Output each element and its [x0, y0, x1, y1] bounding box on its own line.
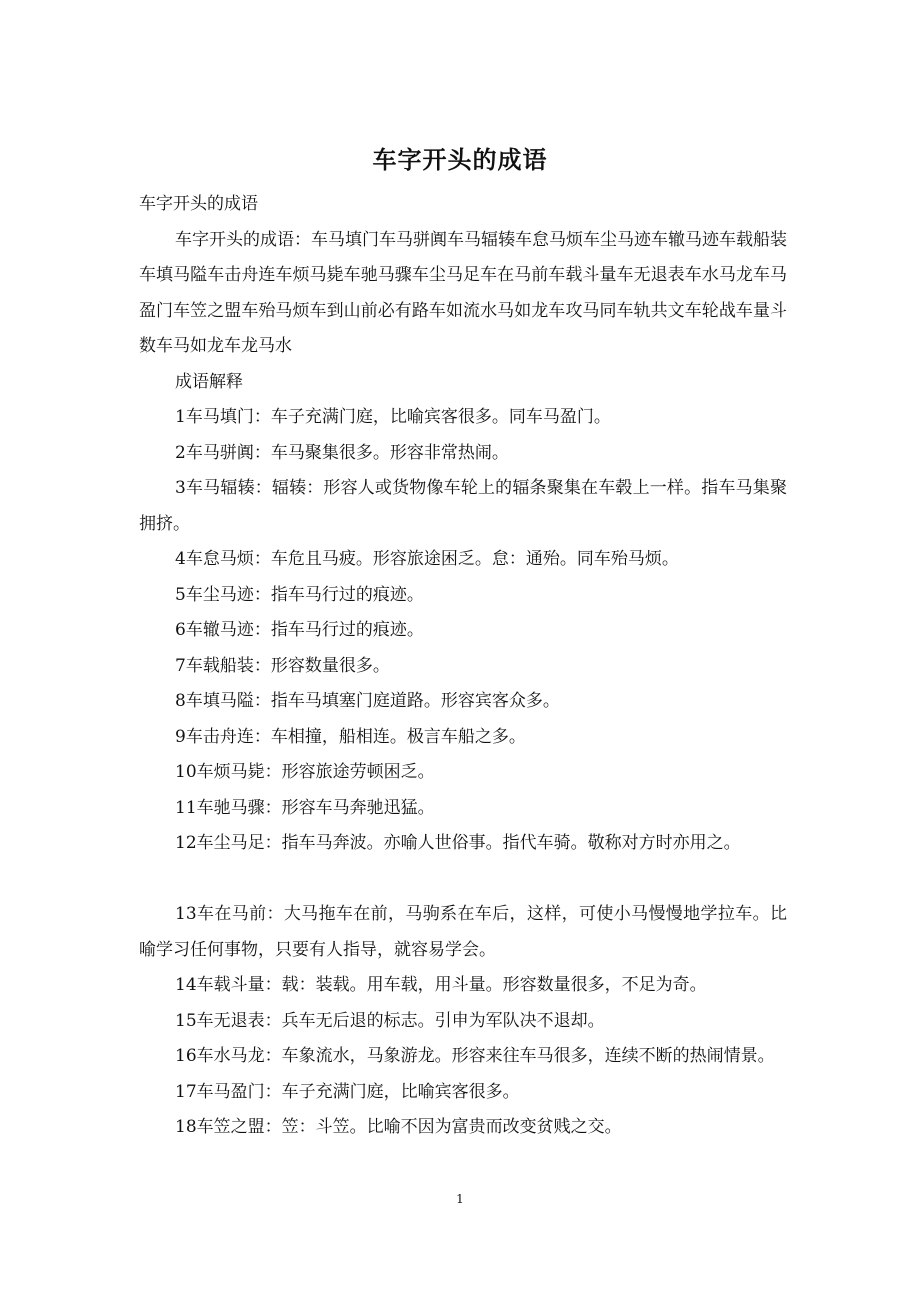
- entry-paragraph: 16车水马龙：车象流水，马象游龙。形容来往车马很多，连续不断的热闹情景。: [175, 1046, 775, 1066]
- entry-paragraph: 14车载斗量：载：装载。用车载，用斗量。形容数量很多，不足为奇。: [175, 975, 707, 995]
- entry-paragraph: 11车驰马骤：形容车马奔驰迅猛。: [175, 797, 435, 818]
- entry-paragraph: 9车击舟连：车相撞，船相连。极言车船之多。: [175, 726, 526, 747]
- entry-paragraph: 1车马填门：车子充满门庭，比喻宾客很多。同车马盈门。: [175, 407, 611, 427]
- document-title: 车字开头的成语: [372, 146, 548, 174]
- entry-paragraph: 8车填马隘：指车马填塞门庭道路。形容宾客众多。: [175, 691, 560, 711]
- entry-paragraph: 5车尘马迹：指车马行过的痕迹。: [175, 584, 424, 605]
- intro-paragraph: 车字开头的成语：车马填门车马骈阗车马辐辏车怠马烦车尘马迹车辙马迹车载船装车填马隘车击舟连车烦马毙车驰马骤车尘马足车在马前车载斗量车无退表车水马龙车马盈门车笠之盟车殆马烦车到山前必有路车如流水马如龙车攻马同车轨共文车轮战车量斗数车马如龙车龙马水: [139, 229, 787, 356]
- entry-paragraph: 7车载船装：形容数量很多。: [175, 655, 390, 676]
- page-number: 1: [456, 1192, 464, 1206]
- entry-paragraph: 18车笠之盟：笠：斗笠。比喻不因为富贵而改变贫贱之交。: [175, 1117, 622, 1137]
- entry-paragraph: 17车马盈门：车子充满门庭，比喻宾客很多。: [175, 1081, 520, 1102]
- section-heading: 成语解释: [175, 371, 243, 392]
- entry-paragraph: 10车烦马毙：形容旅途劳顿困乏。: [175, 762, 435, 782]
- entry-paragraph: 6车辙马迹：指车马行过的痕迹。: [175, 620, 424, 640]
- entry-paragraph: 2车马骈阗：车马聚集很多。形容非常热闹。: [175, 442, 509, 463]
- entry-paragraph: 12车尘马足：指车马奔波。亦喻人世俗事。指代车骑。敬称对方时亦用之。: [175, 833, 741, 853]
- entry-paragraph: 3车马辐辏：辐辏：形容人或货物像车轮上的辐条聚集在车毂上一样。指车马集聚拥挤。: [139, 478, 787, 534]
- paragraph-gap: [139, 862, 787, 898]
- entry-paragraph: 15车无退表：兵车无后退的标志。引申为军队决不退却。: [175, 1010, 605, 1031]
- entry-paragraph: 13车在马前：大马拖车在前，马驹系在车后，这样，可使小马慢慢地学拉车。比喻学习任何事物，只要有人指导，就容易学会。: [139, 904, 787, 960]
- document-subtitle: 车字开头的成语: [139, 194, 258, 214]
- document-body: [139, 187, 787, 1146]
- entry-paragraph: 4车怠马烦：车危且马疲。形容旅途困乏。怠：通殆。同车殆马烦。: [175, 549, 679, 569]
